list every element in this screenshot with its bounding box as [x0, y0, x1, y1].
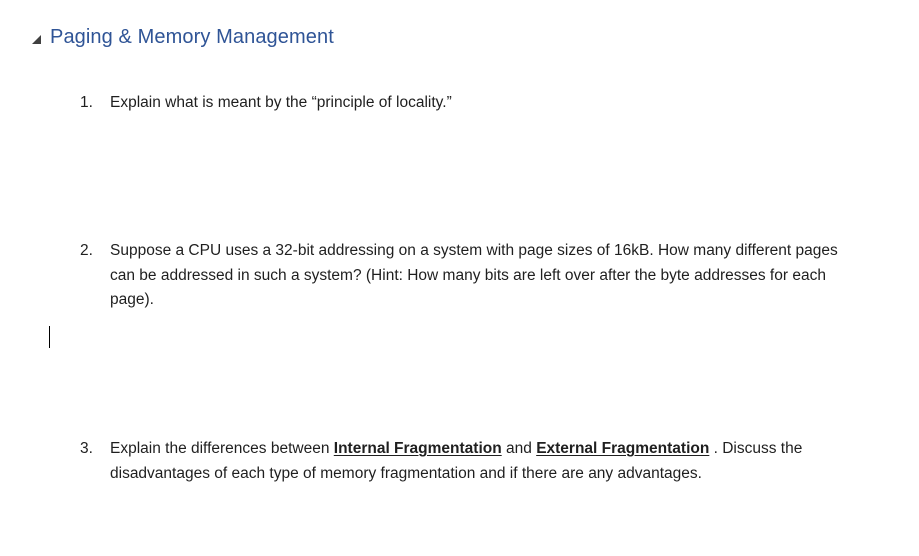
question-text-3 — [110, 437, 840, 486]
question-3-text-before: Explain the differences between — [110, 440, 334, 457]
question-item-3 — [80, 437, 840, 486]
question-text-1: Explain what is meant by the “principle of locality.” — [110, 94, 452, 111]
question-3-text-after: . Discuss the disadvantages of each type of memory fragmentation and if there are any advantages. — [110, 440, 803, 482]
question-item-2 — [80, 239, 840, 313]
external-fragmentation-term: External Fragmentation — [536, 440, 710, 457]
internal-fragmentation-term: Internal Fragmentation — [333, 440, 502, 457]
question-text-2: Suppose a CPU uses a 32-bit addressing on a system with page sizes of 16kB. How many different pages can be addressed in such a system? (Hint: How many bits are left over after the byte addresses for each page). — [110, 242, 838, 308]
collapse-triangle-icon[interactable] — [30, 33, 42, 45]
section-heading[interactable] — [30, 26, 334, 49]
text-cursor — [49, 326, 50, 348]
question-number-3: 3. — [80, 440, 93, 457]
question-item-1 — [80, 91, 840, 116]
question-number-2: 2. — [80, 242, 93, 259]
section-heading-text: Paging & Memory Management — [50, 26, 334, 48]
question-3-text-middle: and — [506, 440, 537, 457]
question-number-1: 1. — [80, 94, 93, 111]
